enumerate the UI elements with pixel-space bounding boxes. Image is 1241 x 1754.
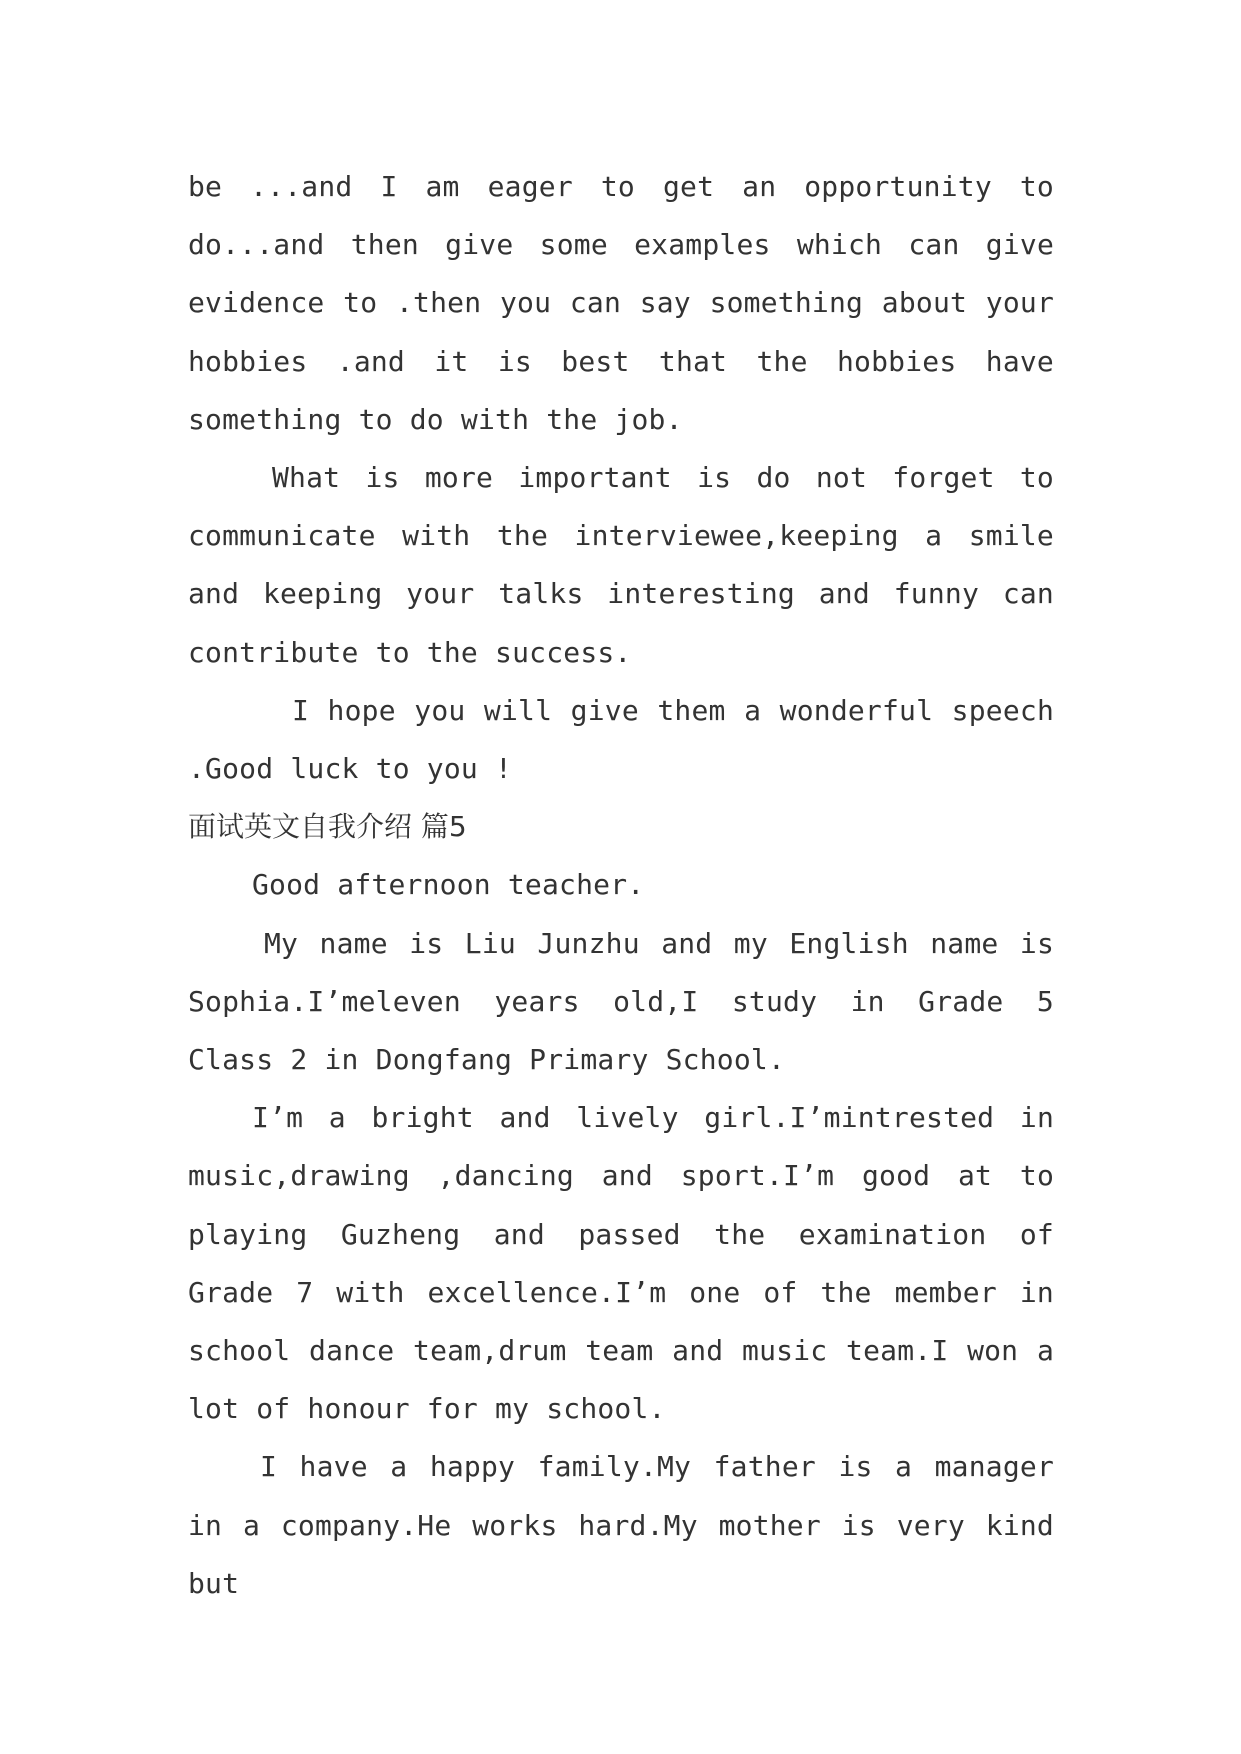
- paragraph-good-luck: I hope you will give them a wonderful speech .Good luck to you !: [188, 693, 1054, 786]
- paragraph-advice-continued: be ...and I am eager to get an opportunity to do...and then give some examples which can give evidence to .then you can say something about your hobbies .and it is best that the hobbies have something to do with the job.: [188, 170, 1054, 436]
- paragraph-name-intro: My name is Liu Junzhu and my English name is Sophia.I’meleven years old,I study in Grade 5 Class 2 in Dongfang Primary School.: [188, 926, 1054, 1077]
- paragraph-family: I have a happy family.My father is a manager in a company.He works hard.My mother is very kind but: [188, 1450, 1054, 1600]
- paragraph-hobbies: I’m a bright and lively girl.I’mintrested in music,drawing ,dancing and sport.I’m good at to playing Guzheng and passed the examination of Grade 7 with excellence.I’m one of the member in school dance team,drum team and music team.I won a lot of honour for my school.: [188, 1101, 1054, 1426]
- section-heading: 面试英文自我介绍 篇5: [188, 810, 467, 844]
- paragraph-communication-tip: What is more important is do not forget to communicate with the interviewee,keeping a smile and keeping your talks interesting and funny can contribute to the success.: [188, 461, 1054, 669]
- paragraph-greeting: Good afternoon teacher.: [252, 868, 645, 902]
- document-body: [188, 158, 1054, 1613]
